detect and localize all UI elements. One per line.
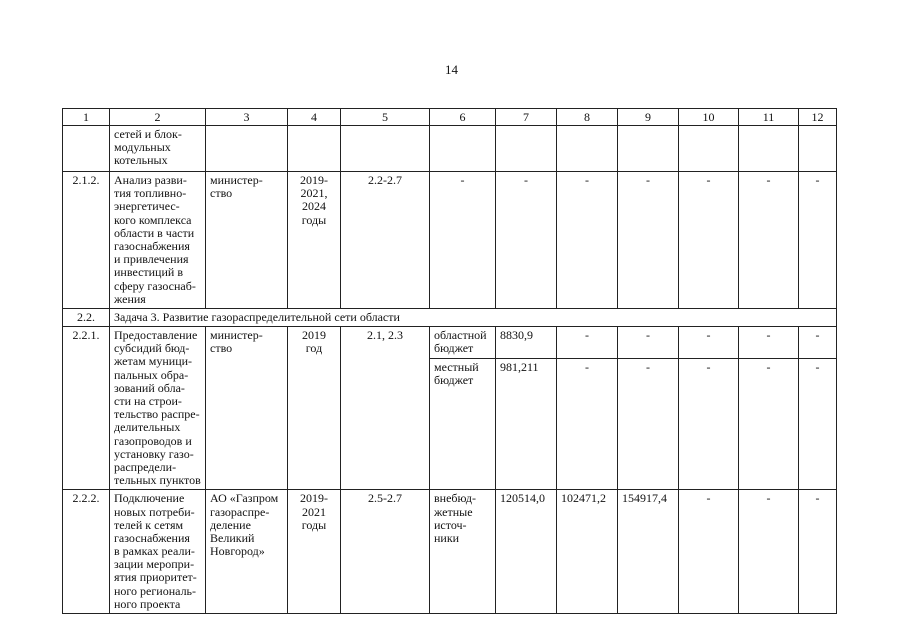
value-cell: 102471,2 (557, 490, 618, 614)
value-cell: - (496, 172, 557, 309)
activity-name: Подключение новых потреби- телей к сетям газоснабжения в рамках реали- зации меропри- ятия приоритет- ного региональ- ного проекта (110, 490, 206, 614)
indicator: 2.2-2.7 (341, 172, 430, 309)
header-cell: 12 (799, 109, 837, 126)
header-cell: 7 (496, 109, 557, 126)
value-cell: - (679, 358, 739, 490)
row-number: 2.2.1. (63, 327, 110, 490)
value-cell: - (557, 172, 618, 309)
indicator: 2.1, 2.3 (341, 327, 430, 490)
value-cell: - (618, 172, 679, 309)
term: 2019- 2021 годы (288, 490, 341, 614)
term: 2019 год (288, 327, 341, 490)
value-cell: - (557, 358, 618, 490)
table-row (63, 126, 837, 172)
table-row (63, 172, 837, 309)
header-cell: 8 (557, 109, 618, 126)
value-cell: 154917,4 (618, 490, 679, 614)
value-cell: - (799, 327, 837, 359)
value-cell: 8830,9 (496, 327, 557, 359)
table-row (63, 327, 837, 359)
value-cell: 120514,0 (496, 490, 557, 614)
value-cell: - (679, 327, 739, 359)
term: 2019- 2021, 2024 годы (288, 172, 341, 309)
funding-source: внебюд- жетные источ- ники (430, 490, 496, 614)
row-number: 2.2. (63, 308, 110, 326)
header-cell: 3 (206, 109, 288, 126)
header-cell: 11 (739, 109, 799, 126)
header-cell: 10 (679, 109, 739, 126)
executor: АО «Газпром газораспре- деление Великий Новгород» (206, 490, 288, 614)
header-cell: 6 (430, 109, 496, 126)
value-cell: - (618, 358, 679, 490)
row-number: 2.2.2. (63, 490, 110, 614)
value-cell: - (679, 172, 739, 309)
header-row (63, 109, 837, 126)
header-cell: 5 (341, 109, 430, 126)
value-cell: - (799, 172, 837, 309)
funding-source: областной бюджет (430, 327, 496, 359)
value-cell: - (679, 490, 739, 614)
funding-source: - (430, 172, 496, 309)
header-cell: 4 (288, 109, 341, 126)
value-cell: - (739, 172, 799, 309)
value-cell: - (739, 358, 799, 490)
program-table (62, 108, 837, 614)
task-row (63, 308, 837, 326)
value-cell: - (799, 490, 837, 614)
activity-name: сетей и блок- модульных котельных (110, 126, 206, 172)
value-cell: - (557, 327, 618, 359)
task-title: Задача 3. Развитие газораспределительной сети области (110, 308, 837, 326)
executor: министер- ство (206, 172, 288, 309)
value-cell: - (799, 358, 837, 490)
page-number: 14 (445, 62, 458, 77)
header-cell: 2 (110, 109, 206, 126)
funding-source: местный бюджет (430, 358, 496, 490)
value-cell: - (618, 327, 679, 359)
activity-name: Предоставление субсидий бюд- жетам муници- пальных обра- зований обла- сти на строи- тельство распре- делительных газопроводов и установку газо- распредели- тельных пунктов (110, 327, 206, 490)
table-row (63, 490, 837, 614)
indicator: 2.5-2.7 (341, 490, 430, 614)
activity-name: Анализ разви- тия топливно- энергетичес- кого комплекса области в части газоснабжения и привлечения инвестиций в сферу газоснаб- жения (110, 172, 206, 309)
header-cell: 9 (618, 109, 679, 126)
header-cell: 1 (63, 109, 110, 126)
value-cell: 981,211 (496, 358, 557, 490)
row-number: 2.1.2. (63, 172, 110, 309)
value-cell: - (739, 490, 799, 614)
value-cell: - (739, 327, 799, 359)
executor: министер- ство (206, 327, 288, 490)
